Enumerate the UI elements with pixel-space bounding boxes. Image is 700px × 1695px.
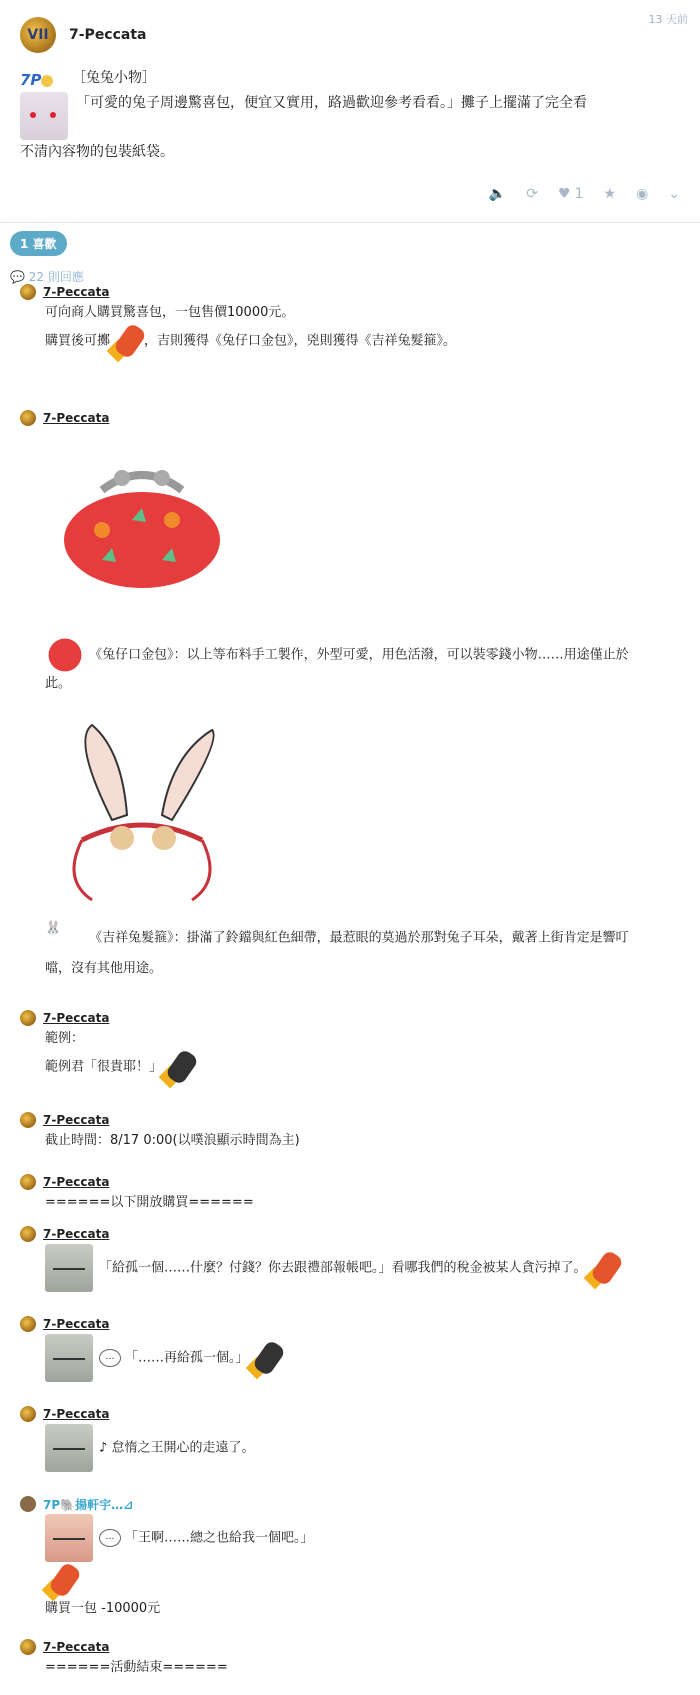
response-item: 7-Peccata ======活動結束====== <box>20 1637 682 1678</box>
avatar <box>20 1010 36 1026</box>
response-text: 可向商人購買驚喜包，一包售價10000元。 <box>45 305 295 320</box>
fortune-stick-icon <box>249 1340 283 1376</box>
post-title: ［兔兔小物］ <box>72 70 156 86</box>
divider <box>0 222 700 223</box>
character-face-emoticon <box>45 1334 93 1382</box>
avatar <box>20 1174 36 1190</box>
purse-thumb-icon <box>45 637 85 673</box>
fortune-stick-icon <box>587 1250 621 1286</box>
gift-icon[interactable]: ◉ <box>636 186 649 202</box>
character-face-emoticon <box>45 1424 93 1472</box>
post-text-cont: 不清內容物的包裝紙袋。 <box>20 144 174 160</box>
character-face-emoticon <box>45 1244 93 1292</box>
post-time: 13 天前 <box>648 13 688 26</box>
avatar <box>20 1496 36 1512</box>
author-avatar[interactable]: VII <box>20 17 56 53</box>
responses-count[interactable]: 💬 22 則回應 <box>10 270 84 284</box>
response-item: 7-Peccata 可向商人購買驚喜包，一包售價10000元。 購買後可擲 ，吉則獲得《兔仔口金包》，兇則獲得《吉祥兔髮箍》。 <box>20 282 682 359</box>
character-face-emoticon <box>20 92 68 140</box>
likes-pill[interactable]: 1 喜歡 <box>10 231 67 256</box>
fortune-stick-icon <box>110 323 144 359</box>
response-item: 7P🐘揚軒宇…⊿ … 「王啊……總之也給我一個吧。」 購買一包 -10000元 <box>20 1494 682 1619</box>
avatar <box>20 1316 36 1332</box>
fortune-stick-icon <box>162 1049 196 1085</box>
fortune-stick-icon <box>45 1562 79 1598</box>
ears-description: 🐰 《吉祥兔髮箍》：掛滿了鈴鐺與紅色細帶，最惹眼的莫過於那對兔子耳朵，戴著上街肯定是響叮 噹，沒有其他用途。 <box>20 918 682 979</box>
response-author[interactable]: 7-Peccata <box>43 1175 110 1189</box>
response-item: 7-Peccata 截止時間：8/17 0:00(以噗浪顯示時間為主) <box>20 1110 682 1151</box>
response-item: 7-Peccata ======以下開放購買====== <box>20 1172 682 1213</box>
response-item: 7-Peccata … 「……再給孤一個。」 <box>20 1314 682 1382</box>
post-author[interactable]: 7-Peccata <box>69 27 147 43</box>
avatar <box>20 410 36 426</box>
7p-badge: 7P <box>20 68 68 86</box>
response-item: 7-Peccata 「給孤一個……什麼？付錢？你去跟禮部報帳吧。」看哪我們的稅金被某人貪污掉了。 <box>20 1224 682 1292</box>
response-author[interactable]: 7-Peccata <box>43 1317 110 1331</box>
post-header <box>0 0 700 66</box>
avatar <box>20 1406 36 1422</box>
heart-icon: ♥ <box>558 186 571 202</box>
mute-icon[interactable]: 🔈 <box>488 186 507 202</box>
response-author[interactable]: 7-Peccata <box>43 1407 110 1421</box>
response-item <box>20 408 682 428</box>
response-item: 7-Peccata ♪ 怠惰之王開心的走遠了。 <box>20 1404 682 1472</box>
chevron-down-icon[interactable]: ⌄ <box>668 186 680 202</box>
purse-image <box>62 450 222 590</box>
speech-bubble-icon: … <box>99 1529 121 1547</box>
response-author[interactable]: 7-Peccata <box>43 1011 110 1025</box>
response-author[interactable]: 7-Peccata <box>43 1227 110 1241</box>
post-body <box>0 66 700 186</box>
music-note-icon: ♪ <box>99 1440 108 1456</box>
post-actions <box>489 186 680 202</box>
avatar <box>20 1226 36 1242</box>
like-button[interactable]: ♥ 1 <box>558 186 584 202</box>
response-author[interactable]: 7-Peccata <box>43 1113 110 1127</box>
response-author[interactable]: 7-Peccata <box>43 285 110 299</box>
favorite-icon[interactable]: ★ <box>603 186 617 202</box>
avatar[interactable] <box>20 284 36 300</box>
response-author[interactable]: 7P🐘揚軒宇…⊿ <box>43 1497 134 1512</box>
response-author[interactable]: 7-Peccata <box>43 411 110 425</box>
character-face-emoticon <box>45 1514 93 1562</box>
speech-bubble-icon: … <box>99 1349 121 1367</box>
response-item: 7-Peccata 範例： 範例君「很貴耶！」 <box>20 1008 682 1085</box>
purse-description: 《兔仔口金包》：以上等布料手工製作，外型可愛，用色活潑，可以裝零錢小物……用途僅止於 此。 <box>20 637 682 694</box>
replurk-icon[interactable]: ⟳ <box>526 186 538 202</box>
avatar <box>20 1112 36 1128</box>
avatar <box>20 1639 36 1655</box>
ears-thumb-icon: 🐰 <box>45 921 62 936</box>
bunny-ears-image <box>52 720 232 910</box>
post-text: 「可愛的兔子周邊驚喜包，便宜又實用，路過歡迎參考看看。」攤子上擺滿了完全看 <box>76 95 587 111</box>
response-author[interactable]: 7-Peccata <box>43 1640 110 1654</box>
